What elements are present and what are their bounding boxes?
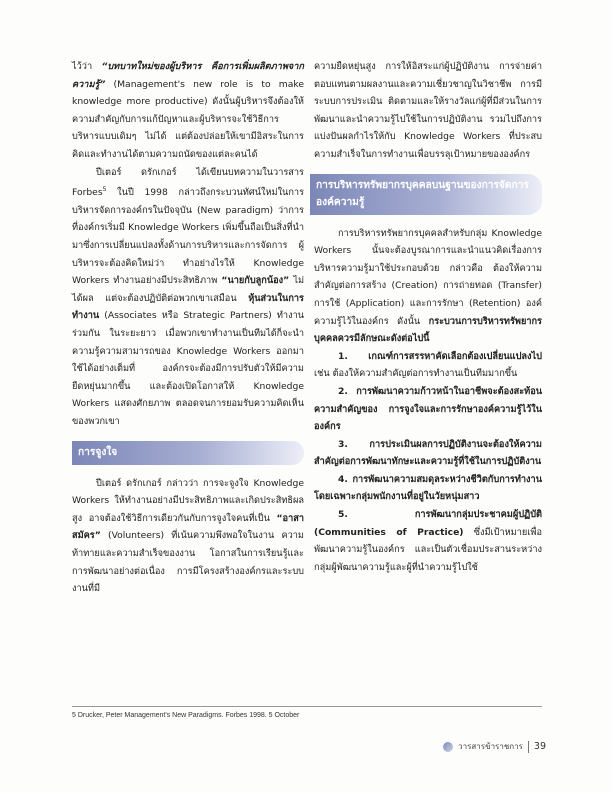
- journal-logo-icon: [443, 742, 453, 752]
- footer-divider: [528, 741, 529, 753]
- paragraph: [72, 164, 304, 431]
- paragraph: [72, 58, 304, 164]
- paragraph: [72, 475, 304, 598]
- list-item-text: เช่น ต้องให้ความสำคัญต่อการทำงานเป็นทีมมากขึ้น: [314, 368, 518, 380]
- footnote-divider: [72, 706, 542, 707]
- footnote-ref: 5: [102, 186, 107, 194]
- paragraph: ความยืดหยุ่นสูง การให้อิสระแก่ผู้ปฏิบัติงาน การจ่ายค่าตอบแทนตามผลงานและความเชี่ยวชาญในวิชาชีพ การมีระบบการประเมิน ติดตามและให้รางวัลแก่ผู้ที่มีส่วนในการพัฒนาและนำความรู้ไปใช้ในการปฏิบัติงาน รวมไปถึงการแบ่งปันผลกำไรให้กับ Knowledge Workers ที่ประสบความสำเร็จในการทำงานเพื่อบรรลุเป้าหมายขององค์กร: [314, 61, 542, 160]
- text: การบริหารทรัพยากรบุคคลสำหรับกลุ่ม Knowledge Workers นั้นจะต้องบูรณาการและนำแนวคิดเรื่องการบริหารความรู้มาใช้ประกอบด้วย กล่าวคือ ต้องให้ความสำคัญต่อการสร้าง (Creation) การถ่ายทอด (Transfer) การใช้ (Application) และการรักษา (Retention) องค์ความรู้ไว้ในองค์กร ดังนั้น: [314, 227, 542, 327]
- text: (Associates หรือ Strategic Partners) ทำงานร่วมกัน ในระยะยาว เมื่อพวกเขาทำงานเป็นทีมได้ก็จะนำความรู้ความสามารถของ Knowledge Workers ออกมาใช้ได้อย่างเต็มที่ องค์กรจะต้องมีการปรับตัวให้มีความยืดหยุ่นมากขึ้น และต้องเปิดโอกาสให้ Knowledge Workers แสดงศักยภาพ ตลอดจนการยอมรับความคิดเห็นของพวกเขา: [72, 310, 305, 427]
- emphasis: “อาสาสมัคร”: [72, 512, 304, 542]
- text: ปีเตอร์ ดรักเกอร์ กล่าวว่า การจะจูงใจ Knowledge Workers ให้ทำงานอย่างมีประสิทธิภาพและเกิดประสิทธิผลสูง อาจต้องใช้วิธีการเดียวกันกับการจูงใจคนที่เป็น: [72, 477, 304, 524]
- text: ไม่ได้ผล แต่จะต้องปฏิบัติต่อพวกเขาเสมือน: [72, 275, 305, 304]
- list-item-title: 1. เกณฑ์การสรรหาคัดเลือกต้องเปลี่ยนแปลงไป: [338, 350, 542, 362]
- text: ปีเตอร์ ดรักเกอร์ ได้เขียนบทความในวารสาร Forbes: [72, 166, 304, 199]
- right-column: [314, 58, 542, 576]
- text: (Volunteers) ที่เน้นความพึงพอใจในงาน ความท้าทายและความสำเร็จของงาน โอกาสในการเรียนรู้และการพัฒนาอย่างต่อเนื่อง การมีโครงสร้างองค์กรและระบบงานที่มี: [72, 530, 304, 595]
- list-item: [314, 348, 542, 383]
- section-heading: การจูงใจ: [72, 441, 304, 465]
- text: ไว้ว่า: [72, 61, 93, 72]
- emphasis: หุ้นส่วนในการทำงาน: [72, 292, 304, 322]
- list-item-text: ซึ่งมีเป้าหมายเพื่อพัฒนาความรู้ในองค์กร และเป็นตัวเชื่อมประสานระหว่างกลุ่มผู้พัฒนาความรู้และผู้ที่นำความรู้ไปใช้: [314, 526, 542, 573]
- paragraph: [314, 225, 542, 348]
- text: ดังนั้นผู้บริหารจึงต้องให้ความสำคัญกับการแก้ปัญหาและผู้บริหารจะใช้วิธีการบริหารแบบเดิมๆ ไม่ได้ แต่ต้องปล่อยให้เขามีอิสระในการคิดและทำงานได้ตามความถนัดของแต่ละคนได้: [72, 96, 304, 160]
- footnote: 5 Drucker, Peter Management's New Paradigms. Forbes 1998. 5 October: [72, 712, 300, 719]
- list-item: 4. การพัฒนาความสมดุลระหว่างชีวิตกับการทำงาน โดยเฉพาะกลุ่มพนักงานที่อยู่ในวัยหนุ่มสาว: [314, 473, 542, 503]
- list-item-title: 5. การพัฒนากลุ่มประชาคมผู้ปฏิบัติ (Communities of Practice): [314, 509, 542, 538]
- journal-name: วารสารข้าราชการ: [458, 742, 523, 751]
- list-item: 3. การประเมินผลการปฏิบัติงานจะต้องให้ความสำคัญต่อการพัฒนาทักษะและความรู้ที่ใช้ในการปฏิบัติงาน: [314, 438, 542, 468]
- list-item: [314, 506, 542, 576]
- left-column: [72, 58, 304, 598]
- text: ในปี 1998 กล่าวถึงกระบวนทัศน์ใหม่ในการบริหารจัดการองค์กรในปัจจุบัน (New paradigm) ว่าการที่องค์กรเริ่มมี Knowledge Workers เพิ่มขึ้นถือเป็นสิ่งที่นำมาซึ่งการเปลี่ยนแปลงทั้งด้านการบริหารและการจัดการ ผู้บริหารจะต้องคิดใหม่ว่า ทำอย่างไรให้ Knowledge Workers ทำงานอย่างมีประสิทธิภาพ: [72, 187, 304, 287]
- english-phrase: (Management's new role is to make knowledge more productive): [72, 78, 304, 108]
- emphasis: “นายกับลูกน้อง”: [221, 275, 290, 287]
- emphasis: กระบวนการบริหารทรัพยากรบุคคลควรมีลักษณะดังต่อไปนี้: [314, 315, 542, 345]
- page-footer: [443, 740, 546, 753]
- emphasis-quote: “บทบาทใหม่ของผู้บริหาร คือการเพิ่มผลิตภาพจากความรู้”: [72, 61, 304, 90]
- page-number: 39: [533, 741, 546, 752]
- section-heading: การบริหารทรัพยากรบุคคลบนฐานของการจัดการองค์ความรู้: [310, 174, 542, 215]
- list-item: 2. การพัฒนาความก้าวหน้าในอาชีพจะต้องสะท้อนความสำคัญของ การจูงใจและการรักษาองค์ความรู้ไว้ในองค์กร: [314, 385, 542, 433]
